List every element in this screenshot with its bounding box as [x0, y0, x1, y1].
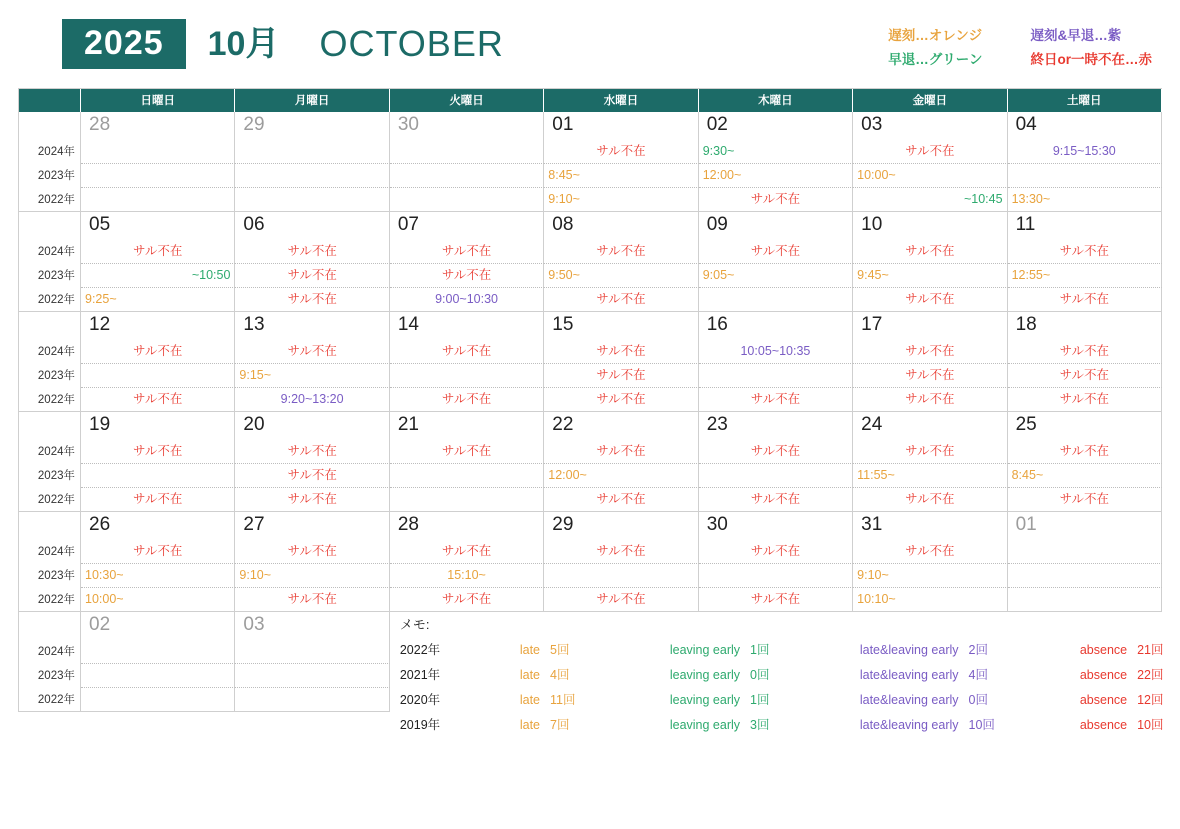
event-cell[interactable]: サル不在	[235, 588, 389, 612]
event-cell[interactable]: 9:10~	[235, 564, 389, 588]
event-cell[interactable]: 9:20~13:20	[235, 388, 389, 412]
year-row-label: 2023年	[19, 164, 81, 188]
stats-late-and-leaving-early: late&leaving early 0回	[859, 692, 988, 707]
day-number-cell[interactable]: 26	[81, 512, 235, 540]
stats-leaving-early: leaving early 1回	[669, 642, 770, 657]
event-cell[interactable]: 9:10~	[853, 564, 1007, 588]
event-cell[interactable]	[390, 488, 544, 512]
event-cell[interactable]: 10:05~10:35	[699, 340, 853, 364]
event-cell[interactable]: サル不在	[81, 388, 235, 412]
event-cell[interactable]	[81, 364, 235, 388]
event-cell[interactable]: サル不在	[544, 488, 698, 512]
stats-late-and-leaving-early: late&leaving early 10回	[859, 717, 995, 732]
event-cell[interactable]: サル不在	[390, 240, 544, 264]
event-cell[interactable]: 12:00~	[699, 164, 853, 188]
event-cell[interactable]	[699, 564, 853, 588]
title-block	[62, 14, 504, 74]
day-number-cell[interactable]: 03	[853, 112, 1007, 140]
footer-event-cell[interactable]	[81, 664, 235, 688]
stats-table	[400, 636, 1172, 736]
weekday-header-2: 火曜日	[390, 89, 544, 112]
footer-year-row-label: 2022年	[19, 688, 81, 712]
event-cell[interactable]: サル不在	[544, 388, 698, 412]
event-cell[interactable]	[235, 164, 389, 188]
stats-leaving-early: leaving early 1回	[669, 692, 770, 707]
day-number-cell[interactable]: 17	[853, 312, 1007, 340]
event-cell[interactable]: サル不在	[699, 588, 853, 612]
event-cell[interactable]: 12:00~	[544, 464, 698, 488]
event-cell[interactable]: サル不在	[544, 540, 698, 564]
stats-year: 2021年	[399, 667, 441, 682]
event-cell[interactable]: サル不在	[390, 340, 544, 364]
stats-late: late 5回	[519, 642, 570, 657]
legend-late-and-early: 遅刻&早退…紫	[1030, 28, 1122, 43]
legend-column-right	[1031, 24, 1153, 71]
day-number-cell[interactable]: 28	[390, 512, 544, 540]
event-cell[interactable]: サル不在	[1008, 288, 1162, 312]
event-cell[interactable]: サル不在	[544, 240, 698, 264]
event-cell[interactable]: ~10:50	[81, 264, 235, 288]
day-number-cell[interactable]: 05	[81, 212, 235, 240]
stats-year: 2022年	[399, 642, 441, 657]
weekday-header-4: 木曜日	[699, 89, 853, 112]
event-cell[interactable]: 10:10~	[853, 588, 1007, 612]
stats-absence: absence 21回	[1079, 642, 1164, 657]
day-number-cell[interactable]: 09	[699, 212, 853, 240]
event-cell[interactable]: サル不在	[853, 364, 1007, 388]
event-cell[interactable]	[235, 188, 389, 212]
day-number-cell[interactable]: 08	[544, 212, 698, 240]
year-row-label: 2022年	[19, 388, 81, 412]
year-badge: 2025	[62, 19, 186, 69]
footer-day-number-cell[interactable]: 03	[235, 612, 389, 640]
day-number-cell[interactable]: 20	[235, 412, 389, 440]
event-cell[interactable]	[699, 464, 853, 488]
event-cell[interactable]: サル不在	[699, 240, 853, 264]
weekday-header-1: 月曜日	[235, 89, 389, 112]
weekday-header-6: 土曜日	[1008, 89, 1162, 112]
day-number-cell[interactable]: 31	[853, 512, 1007, 540]
footer-event-cell[interactable]	[81, 640, 235, 664]
event-cell[interactable]: サル不在	[235, 264, 389, 288]
event-cell[interactable]	[1008, 540, 1162, 564]
year-row-label: 2024年	[19, 340, 81, 364]
weekday-header-3: 水曜日	[544, 89, 698, 112]
event-cell[interactable]: 9:15~15:30	[1008, 140, 1162, 164]
event-cell[interactable]: サル不在	[853, 140, 1007, 164]
footer-spacer	[19, 612, 81, 640]
event-cell[interactable]: サル不在	[81, 240, 235, 264]
event-cell[interactable]: 11:55~	[853, 464, 1007, 488]
event-cell[interactable]	[81, 464, 235, 488]
stats-row	[400, 686, 1172, 711]
stats-leaving-early: leaving early 3回	[669, 717, 770, 732]
event-cell[interactable]: サル不在	[235, 440, 389, 464]
memo-label: メモ:	[399, 617, 430, 632]
footer-event-cell[interactable]	[235, 664, 389, 688]
stats-late: late 4回	[519, 667, 570, 682]
event-cell[interactable]: サル不在	[544, 588, 698, 612]
event-cell[interactable]	[235, 140, 389, 164]
stats-row	[400, 636, 1172, 661]
event-cell[interactable]: サル不在	[853, 340, 1007, 364]
event-cell[interactable]: サル不在	[390, 440, 544, 464]
stats-row	[400, 661, 1172, 686]
day-number-cell[interactable]: 06	[235, 212, 389, 240]
stats-absence: absence 22回	[1079, 667, 1164, 682]
day-number-cell[interactable]: 25	[1008, 412, 1162, 440]
event-cell[interactable]: サル不在	[1008, 240, 1162, 264]
event-cell[interactable]: サル不在	[390, 540, 544, 564]
event-cell[interactable]	[1008, 564, 1162, 588]
event-cell[interactable]: サル不在	[81, 540, 235, 564]
event-cell[interactable]: サル不在	[699, 388, 853, 412]
day-number-cell[interactable]: 11	[1008, 212, 1162, 240]
year-row-label: 2023年	[19, 564, 81, 588]
stats-late: late 7回	[519, 717, 570, 732]
stats-year: 2019年	[399, 717, 441, 732]
memo-area	[390, 612, 1164, 732]
event-cell[interactable]: サル不在	[390, 388, 544, 412]
day-number-cell[interactable]: 01	[1008, 512, 1162, 540]
year-row-label: 2023年	[19, 264, 81, 288]
day-number-cell[interactable]: 01	[544, 112, 698, 140]
page-header	[18, 14, 1162, 88]
event-cell[interactable]: 9:05~	[699, 264, 853, 288]
year-row-label: 2023年	[19, 364, 81, 388]
day-number-cell[interactable]: 27	[235, 512, 389, 540]
year-row-label: 2022年	[19, 288, 81, 312]
event-cell[interactable]: 9:15~	[235, 364, 389, 388]
event-cell[interactable]: サル不在	[1008, 440, 1162, 464]
event-cell[interactable]	[81, 140, 235, 164]
event-cell[interactable]	[699, 288, 853, 312]
event-cell[interactable]: 10:00~	[81, 588, 235, 612]
day-number-cell[interactable]: 13	[235, 312, 389, 340]
event-cell[interactable]: サル不在	[544, 288, 698, 312]
day-number-cell[interactable]: 12	[81, 312, 235, 340]
stats-late-and-leaving-early: late&leaving early 4回	[859, 667, 988, 682]
event-cell[interactable]: サル不在	[1008, 340, 1162, 364]
stats-year: 2020年	[399, 692, 441, 707]
day-number-cell[interactable]: 16	[699, 312, 853, 340]
event-cell[interactable]: サル不在	[853, 288, 1007, 312]
event-cell[interactable]: 12:55~	[1008, 264, 1162, 288]
footer-day-number-cell[interactable]: 02	[81, 612, 235, 640]
event-cell[interactable]: 9:30~	[699, 140, 853, 164]
event-cell[interactable]: 8:45~	[1008, 464, 1162, 488]
event-cell[interactable]: サル不在	[235, 488, 389, 512]
day-number-cell[interactable]: 04	[1008, 112, 1162, 140]
event-cell[interactable]: サル不在	[81, 488, 235, 512]
row-label-spacer	[19, 212, 81, 240]
stats-absence: absence 10回	[1079, 717, 1164, 732]
event-cell[interactable]: 10:30~	[81, 564, 235, 588]
event-cell[interactable]: サル不在	[81, 340, 235, 364]
event-cell[interactable]	[390, 164, 544, 188]
day-number-cell[interactable]: 19	[81, 412, 235, 440]
year-row-label: 2022年	[19, 588, 81, 612]
legend	[888, 14, 1162, 71]
event-cell[interactable]: サル不在	[81, 440, 235, 464]
weekday-header-corner	[19, 89, 81, 112]
year-row-label: 2024年	[19, 540, 81, 564]
event-cell[interactable]: サル不在	[390, 264, 544, 288]
stats-leaving-early: leaving early 0回	[669, 667, 770, 682]
event-cell[interactable]: 9:45~	[853, 264, 1007, 288]
event-cell[interactable]: サル不在	[235, 464, 389, 488]
event-cell[interactable]: サル不在	[1008, 388, 1162, 412]
event-cell[interactable]	[390, 364, 544, 388]
footer-year-row-label: 2024年	[19, 640, 81, 664]
event-cell[interactable]: サル不在	[699, 440, 853, 464]
event-cell[interactable]	[390, 188, 544, 212]
event-cell[interactable]	[544, 564, 698, 588]
day-number-cell[interactable]: 30	[390, 112, 544, 140]
event-cell[interactable]: サル不在	[235, 340, 389, 364]
day-number-cell[interactable]: 15	[544, 312, 698, 340]
event-cell[interactable]: 9:50~	[544, 264, 698, 288]
month-english: OCTOBER	[319, 23, 504, 64]
stats-late: late 11回	[519, 692, 576, 707]
event-cell[interactable]: サル不在	[853, 388, 1007, 412]
legend-leaving-early: 早退…グリーン	[888, 51, 983, 67]
event-cell[interactable]: サル不在	[390, 588, 544, 612]
year-row-label: 2024年	[19, 440, 81, 464]
event-cell[interactable]: サル不在	[235, 288, 389, 312]
day-number-cell[interactable]: 22	[544, 412, 698, 440]
event-cell[interactable]: サル不在	[853, 488, 1007, 512]
footer-event-cell[interactable]	[235, 640, 389, 664]
event-cell[interactable]: サル不在	[699, 488, 853, 512]
year-row-label: 2023年	[19, 464, 81, 488]
legend-absence: 終日or一時不在…赤	[1030, 51, 1152, 67]
event-cell[interactable]	[390, 464, 544, 488]
day-number-cell[interactable]: 30	[699, 512, 853, 540]
stats-row	[400, 711, 1172, 736]
day-number-cell[interactable]: 29	[544, 512, 698, 540]
event-cell[interactable]	[390, 140, 544, 164]
year-row-label: 2024年	[19, 140, 81, 164]
event-cell[interactable]: 9:10~	[544, 188, 698, 212]
day-number-cell[interactable]: 10	[853, 212, 1007, 240]
calendar-footer	[18, 612, 1164, 732]
event-cell[interactable]: サル不在	[235, 540, 389, 564]
event-cell[interactable]: 10:00~	[853, 164, 1007, 188]
event-cell[interactable]: サル不在	[853, 440, 1007, 464]
row-label-spacer	[19, 312, 81, 340]
day-number-cell[interactable]: 28	[81, 112, 235, 140]
day-number-cell[interactable]: 24	[853, 412, 1007, 440]
event-cell[interactable]: サル不在	[544, 340, 698, 364]
event-cell[interactable]: 9:00~10:30	[390, 288, 544, 312]
month-japanese: 10月	[207, 25, 280, 63]
row-label-spacer	[19, 112, 81, 140]
event-cell[interactable]	[1008, 588, 1162, 612]
event-cell[interactable]	[699, 364, 853, 388]
event-cell[interactable]: サル不在	[235, 240, 389, 264]
day-number-cell[interactable]: 02	[699, 112, 853, 140]
event-cell[interactable]: サル不在	[853, 540, 1007, 564]
legend-column-left	[888, 24, 982, 71]
event-cell[interactable]: サル不在	[699, 188, 853, 212]
event-cell[interactable]: サル不在	[699, 540, 853, 564]
event-cell[interactable]: 15:10~	[390, 564, 544, 588]
event-cell[interactable]	[1008, 164, 1162, 188]
event-cell[interactable]: サル不在	[544, 440, 698, 464]
event-cell[interactable]	[81, 188, 235, 212]
event-cell[interactable]	[81, 164, 235, 188]
footer-year-row-label: 2023年	[19, 664, 81, 688]
event-cell[interactable]: サル不在	[853, 240, 1007, 264]
stats-absence: absence 12回	[1079, 692, 1164, 707]
row-label-spacer	[19, 512, 81, 540]
event-cell[interactable]: サル不在	[544, 140, 698, 164]
day-number-cell[interactable]: 14	[390, 312, 544, 340]
legend-late: 遅刻…オレンジ	[888, 28, 983, 43]
event-cell[interactable]: 13:30~	[1008, 188, 1162, 212]
event-cell[interactable]: 8:45~	[544, 164, 698, 188]
year-row-label: 2022年	[19, 488, 81, 512]
day-number-cell[interactable]: 29	[235, 112, 389, 140]
stats-late-and-leaving-early: late&leaving early 2回	[859, 642, 988, 657]
footer-event-cell[interactable]	[81, 688, 235, 712]
day-number-cell[interactable]: 23	[699, 412, 853, 440]
weekday-header-5: 金曜日	[853, 89, 1007, 112]
event-cell[interactable]: ~10:45	[853, 188, 1007, 212]
event-cell[interactable]: サル不在	[1008, 364, 1162, 388]
year-row-label: 2024年	[19, 240, 81, 264]
event-cell[interactable]: サル不在	[544, 364, 698, 388]
weekday-header-0: 日曜日	[81, 89, 235, 112]
footer-event-cell[interactable]	[235, 688, 389, 712]
calendar-grid	[18, 88, 1162, 612]
day-number-cell[interactable]: 07	[390, 212, 544, 240]
day-number-cell[interactable]: 21	[390, 412, 544, 440]
event-cell[interactable]: サル不在	[1008, 488, 1162, 512]
day-number-cell[interactable]: 18	[1008, 312, 1162, 340]
row-label-spacer	[19, 412, 81, 440]
year-row-label: 2022年	[19, 188, 81, 212]
event-cell[interactable]: 9:25~	[81, 288, 235, 312]
